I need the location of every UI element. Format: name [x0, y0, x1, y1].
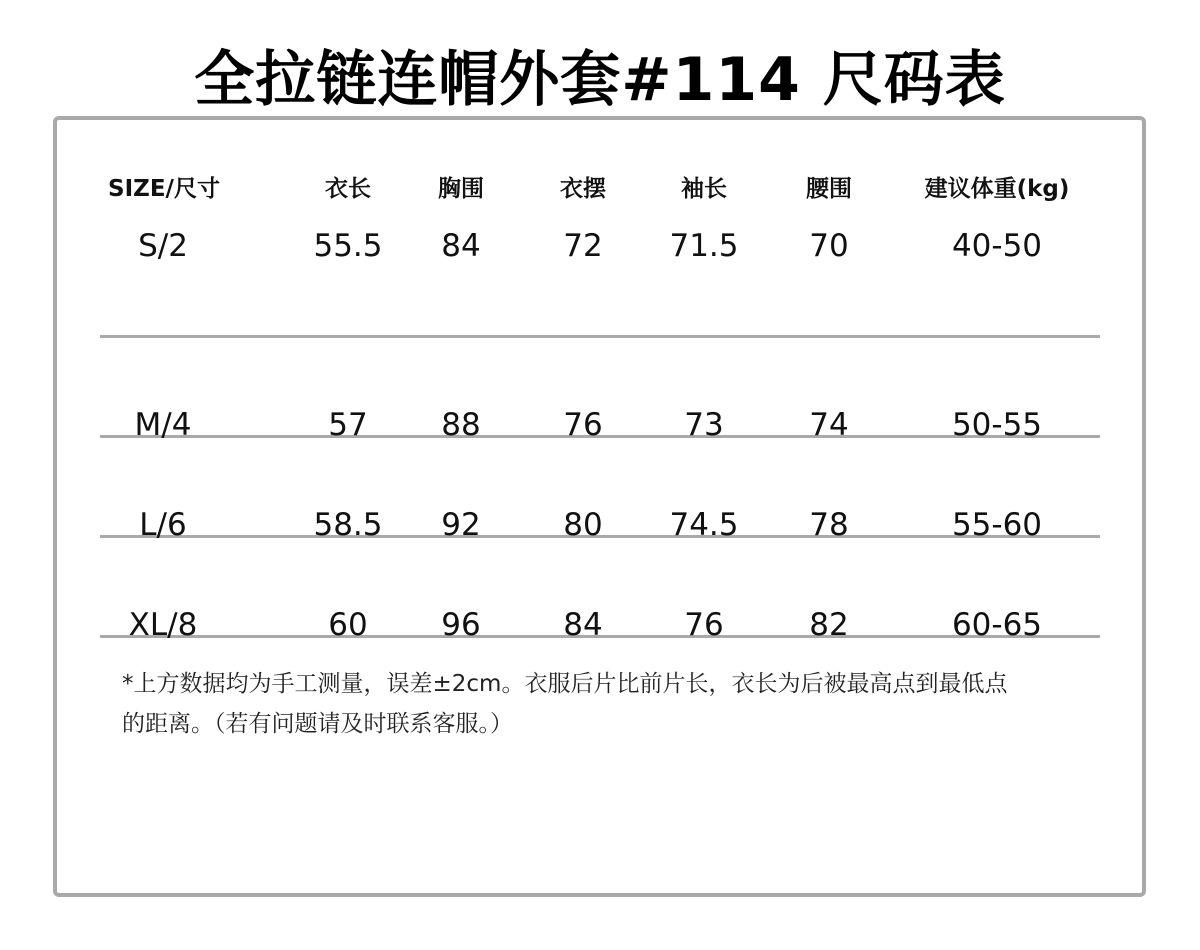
cell-weight: 40-50 — [951, 228, 1043, 264]
table-header-row — [100, 160, 1100, 218]
measurement-note — [122, 664, 1092, 744]
cell-chest: 84 — [441, 228, 481, 264]
table-row — [100, 218, 1100, 338]
page-title: 全拉链连帽外套#114 尺码表 — [194, 45, 1006, 115]
cell-length: 55.5 — [313, 228, 383, 264]
cell-sleeve: 76 — [684, 607, 724, 643]
cell-length: 60 — [328, 607, 368, 643]
cell-length: 57 — [328, 407, 368, 443]
table-row — [100, 438, 1100, 543]
cell-waist: 82 — [809, 607, 849, 643]
cell-hem: 84 — [563, 607, 603, 643]
header-sleeve: 袖长 — [681, 176, 727, 202]
cell-sleeve: 74.5 — [669, 507, 739, 543]
header-hem: 衣摆 — [560, 176, 606, 202]
cell-hem: 76 — [563, 407, 603, 443]
table-row — [100, 538, 1100, 643]
cell-size: M/4 — [134, 407, 192, 443]
cell-chest: 88 — [441, 407, 481, 443]
cell-waist: 74 — [809, 407, 849, 443]
header-length: 衣长 — [325, 176, 371, 202]
cell-size: XL/8 — [128, 607, 198, 643]
cell-sleeve: 73 — [684, 407, 724, 443]
note-line-1: *上方数据均为手工测量，误差±2cm。衣服后片比前片长，衣长为后被最高点到最低点 — [122, 671, 1008, 697]
header-waist: 腰围 — [806, 176, 852, 202]
cell-waist: 78 — [809, 507, 849, 543]
cell-hem: 80 — [563, 507, 603, 543]
cell-weight: 60-65 — [951, 607, 1043, 643]
cell-chest: 96 — [441, 607, 481, 643]
cell-sleeve: 71.5 — [669, 228, 739, 264]
cell-size: S/2 — [138, 228, 188, 264]
cell-length: 58.5 — [313, 507, 383, 543]
cell-waist: 70 — [809, 228, 849, 264]
cell-chest: 92 — [441, 507, 481, 543]
header-size: SIZE/尺寸 — [108, 176, 220, 202]
header-weight: 建议体重(kg) — [924, 176, 1070, 202]
cell-hem: 72 — [563, 228, 603, 264]
table-row — [100, 338, 1100, 443]
cell-weight: 55-60 — [951, 507, 1043, 543]
header-chest: 胸围 — [438, 176, 484, 202]
cell-size: L/6 — [139, 507, 187, 543]
cell-weight: 50-55 — [951, 407, 1043, 443]
size-table — [100, 160, 1100, 643]
note-line-2: 的距离。（若有问题请及时联系客服。） — [122, 711, 513, 737]
